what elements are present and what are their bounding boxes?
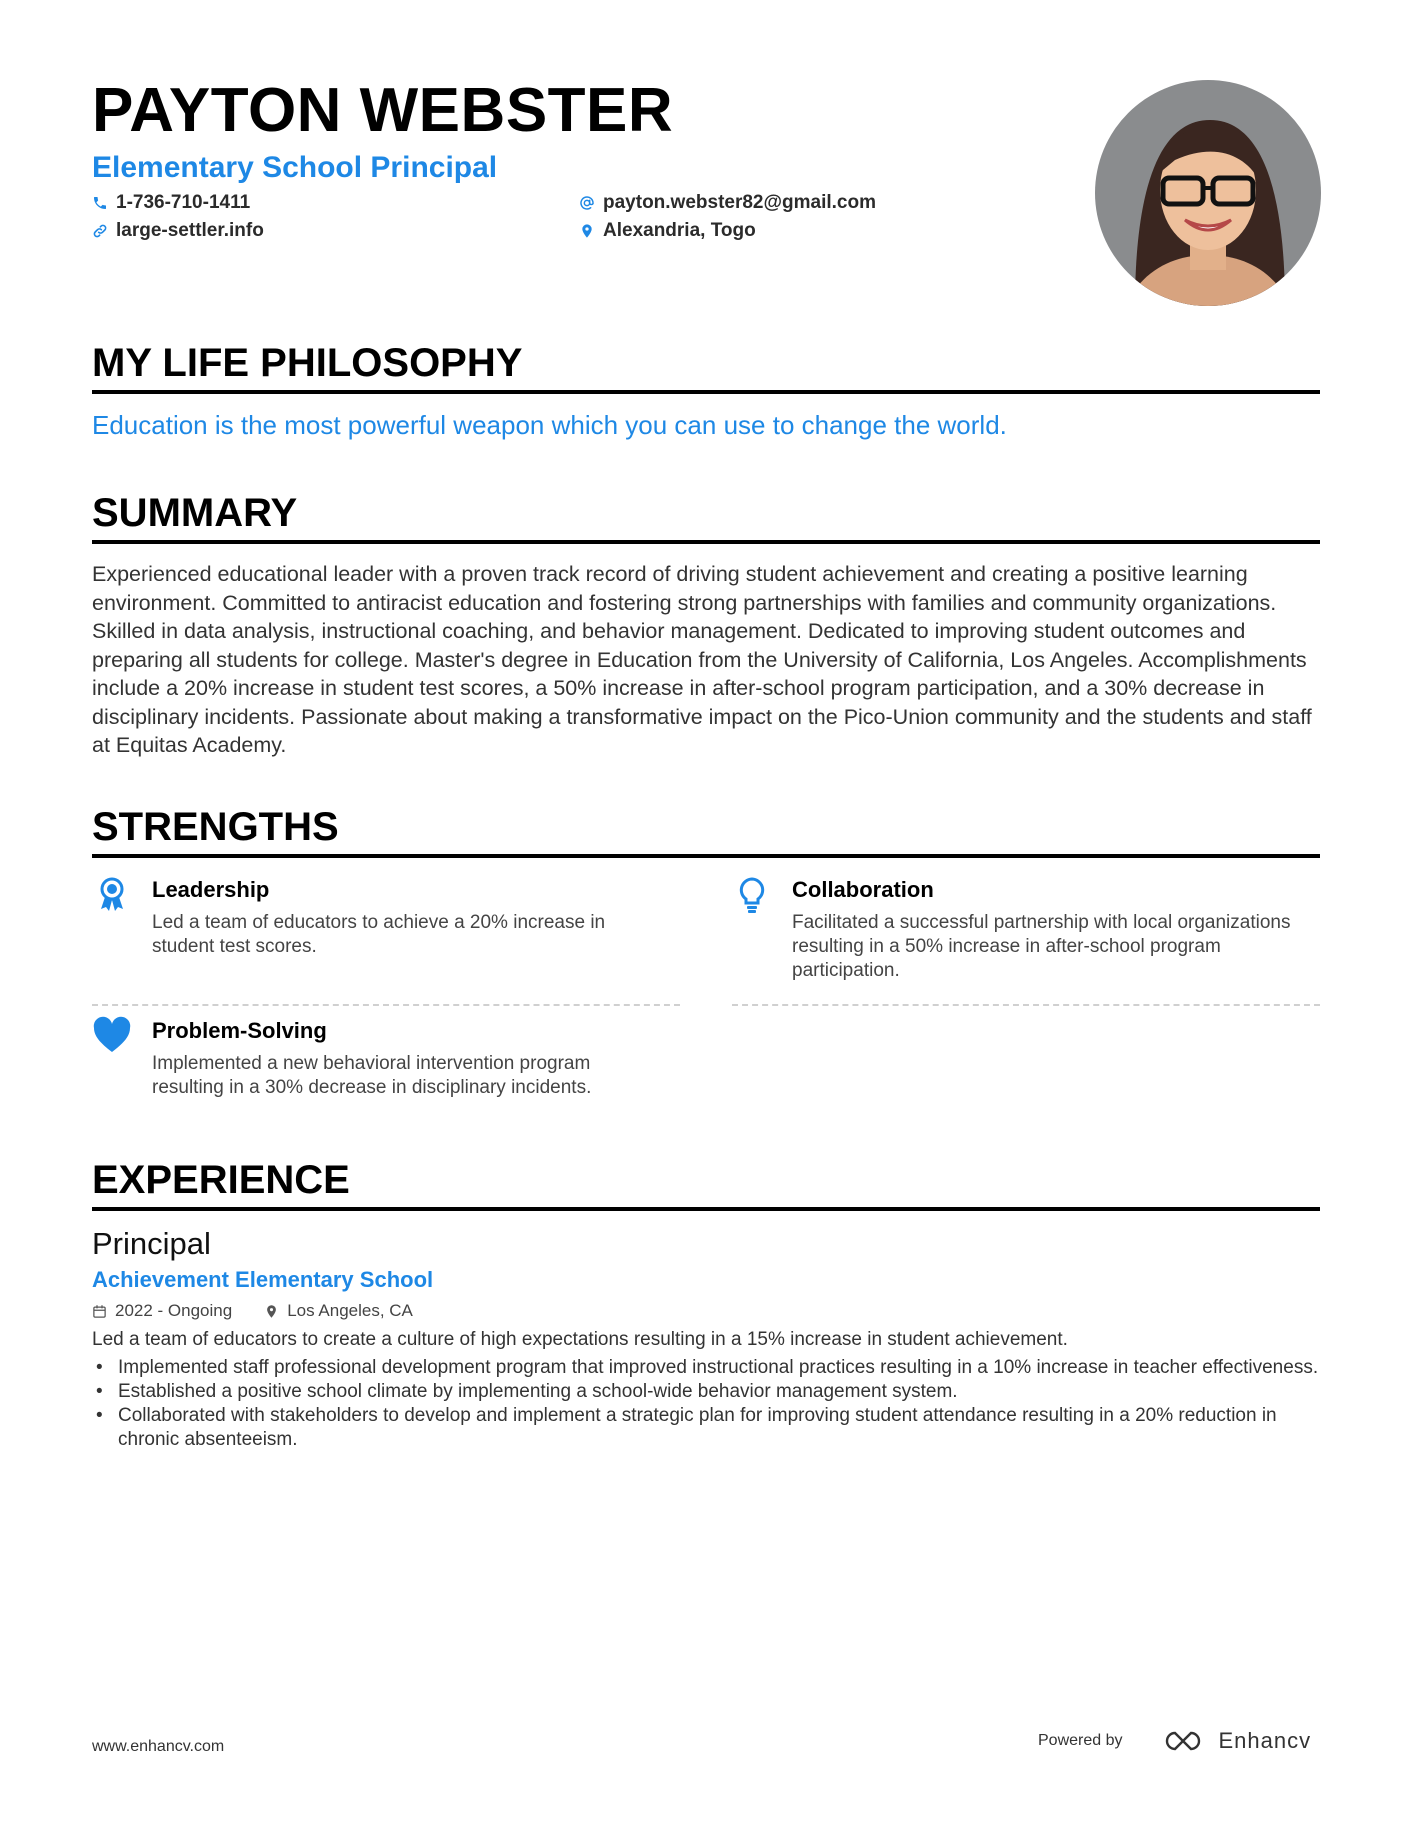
brand-name[interactable]: Enhancv (1218, 1728, 1312, 1753)
strength-description: Led a team of educators to achieve a 20% increase in student test scores. (152, 912, 606, 957)
job-location: Los Angeles, CA (287, 1301, 413, 1320)
job-dates: 2022 - Ongoing (115, 1301, 233, 1320)
profile-photo (1095, 80, 1321, 306)
email-text[interactable]: payton.webster82@gmail.com (603, 192, 876, 213)
summary-text: Experienced educational leader with a proven track record of driving student achievement and creating a positive learning environment. Committed to antiracist education and fostering strong partnerships with families and community organizations. Skilled in data analysis, instructional coaching, and behavior management. Dedicated to improving student outcomes and preparing all students for college. Master's degree in Education from the University of California, Los Angeles. Accomplishments include a 20% increase in student test scores, a 50% increase in after-school program participation, and a 30% decrease in disciplinary incidents. Passionate about making a transformative impact on the Pico-Union community and the students and staff at Equitas Academy. (92, 562, 1312, 757)
candidate-role: Elementary School Principal (92, 151, 498, 184)
job-title: Principal (92, 1226, 211, 1261)
list-item: • Collaborated with stakeholders to develop and implement a strategic plan for improving student attendance resulting in a 20% reduction in chronic absenteeism. (92, 1404, 1320, 1452)
lightbulb-icon (732, 875, 772, 915)
footer-brand (1038, 1728, 1311, 1754)
job-meta (92, 1299, 413, 1323)
candidate-name: PAYTON WEBSTER (92, 76, 674, 145)
strengths-heading: STRENGTHS (92, 804, 1320, 858)
link-icon (92, 223, 108, 239)
footer-website[interactable]: www.enhancv.com (92, 1738, 225, 1755)
enhancv-logo-icon (1161, 1729, 1205, 1753)
job-company: Achievement Elementary School (92, 1267, 434, 1292)
strength-description: Implemented a new behavioral intervention program resulting in a 30% decrease in disciplinary incidents. (152, 1053, 592, 1098)
summary-heading: SUMMARY (92, 490, 1320, 544)
contact-email[interactable] (579, 191, 876, 215)
list-item: • Implemented staff professional development program that improved instructional practices resulting in a 10% increase in teacher effectiveness. (92, 1356, 1320, 1380)
contact-location (579, 219, 756, 243)
strength-divider (92, 1004, 680, 1006)
calendar-icon (92, 1304, 107, 1319)
strength-title: Problem-Solving (152, 1018, 327, 1043)
strength-title: Collaboration (792, 877, 934, 902)
phone-text: 1-736-710-1411 (116, 192, 251, 213)
job-description: Led a team of educators to create a culture of high expectations resulting in a 15% increase in student achievement. (92, 1329, 1068, 1350)
contact-phone (92, 191, 250, 215)
phone-icon (92, 195, 108, 211)
powered-by-label: Powered by (1038, 1732, 1123, 1749)
job-bullets (92, 1356, 1320, 1452)
strength-title: Leadership (152, 877, 270, 902)
experience-heading: EXPERIENCE (92, 1157, 1320, 1211)
location-pin-icon (264, 1304, 279, 1319)
philosophy-heading: MY LIFE PHILOSOPHY (92, 340, 1320, 394)
website-text[interactable]: large-settler.info (116, 220, 264, 241)
award-icon (92, 875, 132, 915)
philosophy-quote: Education is the most powerful weapon which you can use to change the world. (92, 410, 1007, 440)
location-text: Alexandria, Togo (603, 220, 756, 241)
strength-description: Facilitated a successful partnership with local organizations resulting in a 50% increase in after-school program participation. (792, 912, 1291, 981)
list-item: • Established a positive school climate by implementing a school-wide behavior management system. (92, 1380, 1320, 1404)
contact-website[interactable] (92, 219, 264, 243)
location-pin-icon (579, 223, 595, 239)
at-icon (579, 195, 595, 211)
heart-icon (92, 1016, 132, 1056)
strength-divider (732, 1004, 1320, 1006)
